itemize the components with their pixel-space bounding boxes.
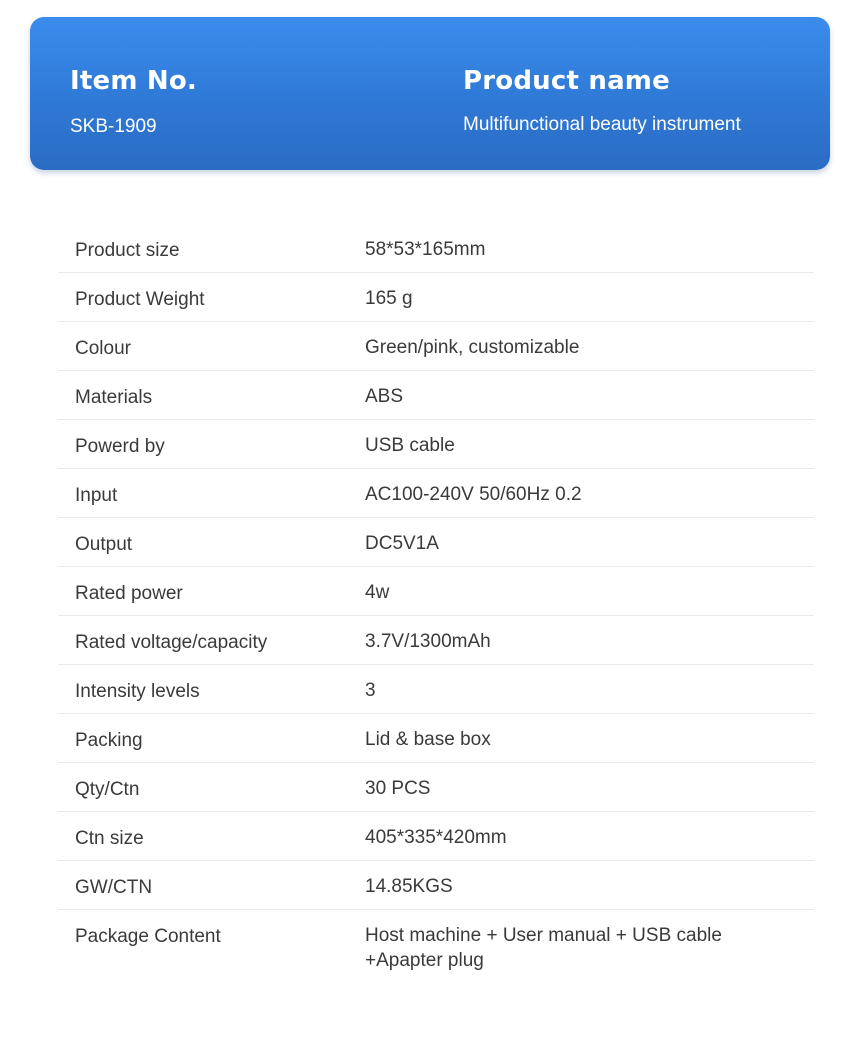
spec-value: 165 g bbox=[365, 288, 413, 309]
spec-label: Materials bbox=[75, 387, 153, 408]
spec-label: Package Content bbox=[75, 926, 221, 947]
spec-value: DC5V1A bbox=[365, 533, 439, 554]
spec-label: Powerd by bbox=[75, 436, 165, 457]
spec-label: GW/CTN bbox=[75, 877, 153, 898]
spec-value: Lid & base box bbox=[365, 729, 491, 750]
spec-row bbox=[58, 861, 814, 910]
spec-value: AC100-240V 50/60Hz 0.2 bbox=[365, 484, 582, 505]
spec-value: 14.85KGS bbox=[365, 876, 453, 897]
spec-label: Ctn size bbox=[75, 828, 144, 849]
spec-value: 3 bbox=[365, 680, 376, 701]
spec-row bbox=[58, 322, 814, 371]
spec-label: Packing bbox=[75, 730, 143, 751]
spec-value: 30 PCS bbox=[365, 778, 431, 799]
spec-value: Host machine + User manual + USB cable +Apapter plug bbox=[365, 925, 722, 971]
product-name-title: Product name bbox=[463, 66, 670, 96]
spec-value: USB cable bbox=[365, 435, 455, 456]
item-no-title: Item No. bbox=[70, 66, 197, 96]
spec-label: Input bbox=[75, 485, 118, 506]
spec-row bbox=[58, 567, 814, 616]
spec-row bbox=[58, 812, 814, 861]
spec-row bbox=[58, 371, 814, 420]
spec-row bbox=[58, 224, 814, 273]
spec-label: Product Weight bbox=[75, 289, 205, 310]
product-name-value: Multifunctional beauty instrument bbox=[463, 114, 741, 135]
spec-label: Rated power bbox=[75, 583, 183, 604]
spec-row bbox=[58, 910, 814, 970]
spec-row bbox=[58, 665, 814, 714]
spec-label: Output bbox=[75, 534, 133, 555]
spec-label: Intensity levels bbox=[75, 681, 200, 702]
spec-row bbox=[58, 763, 814, 812]
spec-label: Qty/Ctn bbox=[75, 779, 140, 800]
spec-label: Rated voltage/capacity bbox=[75, 632, 268, 653]
spec-value: ABS bbox=[365, 386, 404, 407]
spec-value: 3.7V/1300mAh bbox=[365, 631, 491, 652]
spec-label: Product size bbox=[75, 240, 180, 261]
spec-row bbox=[58, 616, 814, 665]
spec-value: 405*335*420mm bbox=[365, 827, 507, 848]
spec-label: Colour bbox=[75, 338, 131, 359]
item-no-value: SKB-1909 bbox=[70, 116, 157, 137]
spec-row bbox=[58, 273, 814, 322]
spec-row bbox=[58, 518, 814, 567]
product-header-card bbox=[30, 17, 830, 170]
spec-row bbox=[58, 420, 814, 469]
spec-value: 4w bbox=[365, 582, 390, 603]
spec-value: 58*53*165mm bbox=[365, 239, 486, 260]
spec-row bbox=[58, 469, 814, 518]
spec-row bbox=[58, 714, 814, 763]
spec-table bbox=[58, 224, 814, 970]
spec-value: Green/pink, customizable bbox=[365, 337, 580, 358]
